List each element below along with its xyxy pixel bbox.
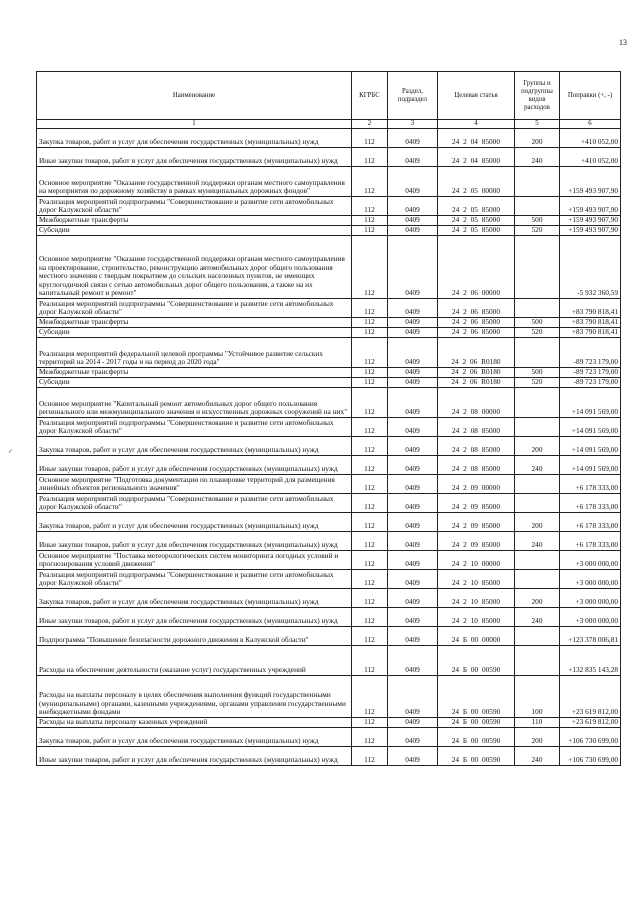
cell-expense-type [515,338,560,368]
table-row [37,532,621,551]
table-row [37,728,621,747]
cell-razdel: 0409 [388,570,438,589]
cell-name: Расходы на выплаты персоналу казенных учреждений [37,718,352,728]
cell-amount: +83 790 818,41 [560,299,621,318]
cell-expense-type [515,197,560,216]
cell-amount: +132 835 143,28 [560,646,621,676]
cell-amount: +159 493 907,90 [560,167,621,197]
cell-target-article: 24 2 08 85000 [438,456,515,475]
cell-amount: +14 091 569,00 [560,456,621,475]
cell-expense-type [515,236,560,299]
table-row [37,456,621,475]
cell-target-article: 24 2 06 R0180 [438,338,515,368]
cell-expense-type [515,570,560,589]
column-number-row [37,120,621,129]
cell-kgrbs: 112 [352,318,388,328]
cell-target-article: 24 Б 00 00000 [438,627,515,646]
cell-expense-type: 110 [515,718,560,728]
cell-target-article: 24 Б 00 00590 [438,676,515,718]
table-row [37,338,621,368]
cell-name: Иные закупки товаров, работ и услуг для обеспечения государственных (муниципальных) нужд [37,747,352,766]
table-row [37,378,621,388]
cell-amount: +410 052,00 [560,148,621,167]
cell-kgrbs: 112 [352,532,388,551]
table-row [37,167,621,197]
cell-razdel: 0409 [388,608,438,627]
cell-target-article: 24 2 09 85000 [438,513,515,532]
cell-amount: +14 091 569,00 [560,437,621,456]
cell-kgrbs: 112 [352,338,388,368]
table-row [37,216,621,226]
header-name: Наименование [37,72,352,120]
table-row [37,418,621,437]
cell-target-article: 24 Б 00 00590 [438,646,515,676]
cell-amount: +159 493 907,90 [560,216,621,226]
cell-razdel: 0409 [388,328,438,338]
cell-kgrbs: 112 [352,129,388,148]
header-amount: Поправки (+, -) [560,72,621,120]
cell-kgrbs: 112 [352,418,388,437]
cell-target-article: 24 2 06 85000 [438,299,515,318]
cell-amount: +3 000 000,00 [560,608,621,627]
cell-name: Межбюджетные трансферты [37,318,352,328]
cell-name: Основное мероприятие "Поставка метеорологических систем мониторинга погодных условий и прогнозирования условий движения" [37,551,352,570]
cell-target-article: 24 Б 00 00590 [438,728,515,747]
cell-expense-type [515,475,560,494]
cell-expense-type: 200 [515,129,560,148]
col-number: 2 [352,120,388,129]
cell-expense-type [515,167,560,197]
cell-kgrbs: 112 [352,378,388,388]
cell-name: Реализация мероприятий подпрограммы "Совершенствование и развитие сети автомобильных дорог Калужской области" [37,418,352,437]
table-row [37,475,621,494]
cell-razdel: 0409 [388,197,438,216]
cell-razdel: 0409 [388,627,438,646]
col-number: 5 [515,120,560,129]
cell-name: Расходы на обеспечение деятельности (оказание услуг) государственных учреждений [37,646,352,676]
cell-razdel: 0409 [388,167,438,197]
cell-name: Иные закупки товаров, работ и услуг для обеспечения государственных (муниципальных) нужд [37,608,352,627]
cell-name: Субсидии [37,328,352,338]
cell-razdel: 0409 [388,456,438,475]
cell-amount: +23 619 812,00 [560,718,621,728]
cell-expense-type [515,494,560,513]
cell-razdel: 0409 [388,418,438,437]
cell-expense-type [515,299,560,318]
cell-kgrbs: 112 [352,646,388,676]
cell-target-article: 24 2 09 85000 [438,494,515,513]
cell-razdel: 0409 [388,378,438,388]
cell-kgrbs: 112 [352,627,388,646]
cell-name: Основное мероприятие "Оказание государственной поддержки органам местного самоуправления на проектирование, строительство, реконструкцию автомобильных дорог общего пользования местного значения с твердым покрытием до сельских населенных пунктов, не имеющих круглогодичной связи с сетью автомобильных дорог общего пользования, а также на их капитальный ремонт и ремонт" [37,236,352,299]
cell-name: Реализация мероприятий подпрограммы "Совершенствование и развитие сети автомобильных дорог Калужской области" [37,197,352,216]
cell-razdel: 0409 [388,494,438,513]
cell-name: Реализация мероприятий подпрограммы "Совершенствование и развитие сети автомобильных дорог Калужской области" [37,570,352,589]
cell-kgrbs: 112 [352,475,388,494]
table-row [37,646,621,676]
cell-amount: +106 730 699,00 [560,747,621,766]
cell-razdel: 0409 [388,551,438,570]
cell-target-article: 24 Б 00 00590 [438,747,515,766]
cell-razdel: 0409 [388,513,438,532]
cell-expense-type: 520 [515,226,560,236]
table-row [37,318,621,328]
cell-kgrbs: 112 [352,216,388,226]
cell-razdel: 0409 [388,475,438,494]
header-vid: Группы и подгруппы видов расходов [515,72,560,120]
cell-amount: +3 000 000,00 [560,570,621,589]
table-row [37,437,621,456]
cell-target-article: 24 2 08 85000 [438,418,515,437]
cell-kgrbs: 112 [352,226,388,236]
cell-razdel: 0409 [388,226,438,236]
cell-expense-type: 200 [515,437,560,456]
cell-amount: -89 723 179,00 [560,378,621,388]
cell-expense-type: 520 [515,328,560,338]
col-number: 1 [37,120,352,129]
cell-kgrbs: 112 [352,570,388,589]
table-row [37,148,621,167]
cell-expense-type [515,418,560,437]
table-row [37,299,621,318]
cell-target-article: 24 2 08 85000 [438,437,515,456]
cell-kgrbs: 112 [352,368,388,378]
cell-name: Основное мероприятие "Капитальный ремонт автомобильных дорог общего пользования регионального или межмуниципального значения и искусственных дорожных сооружений на них" [37,388,352,418]
cell-kgrbs: 112 [352,437,388,456]
cell-expense-type: 500 [515,368,560,378]
cell-kgrbs: 112 [352,299,388,318]
table-row [37,197,621,216]
header-razdel: Раздел, подраздел [388,72,438,120]
cell-kgrbs: 112 [352,589,388,608]
cell-expense-type: 500 [515,318,560,328]
header-cel: Целевая статья [438,72,515,120]
cell-razdel: 0409 [388,299,438,318]
cell-target-article: 24 2 10 85000 [438,608,515,627]
cell-amount: +14 091 569,00 [560,418,621,437]
cell-kgrbs: 112 [352,328,388,338]
cell-target-article: 24 2 08 00000 [438,388,515,418]
cell-razdel: 0409 [388,437,438,456]
cell-amount: +159 493 907,90 [560,226,621,236]
cell-name: Иные закупки товаров, работ и услуг для обеспечения государственных (муниципальных) нужд [37,456,352,475]
table-row [37,388,621,418]
cell-name: Основное мероприятие "Подготовка документации по планировке территорий для размещения линейных объектов регионального значения" [37,475,352,494]
cell-expense-type: 100 [515,676,560,718]
header-kgrbs: КГРБС [352,72,388,120]
cell-expense-type: 240 [515,456,560,475]
table-row [37,226,621,236]
cell-razdel: 0409 [388,728,438,747]
scan-speck: ✓ [8,449,14,455]
cell-name: Реализация мероприятий подпрограммы "Совершенствование и развитие сети автомобильных дорог Калужской области" [37,299,352,318]
cell-kgrbs: 112 [352,388,388,418]
cell-razdel: 0409 [388,216,438,226]
cell-kgrbs: 112 [352,494,388,513]
cell-amount: +6 178 333,00 [560,494,621,513]
cell-expense-type: 200 [515,589,560,608]
table-row [37,494,621,513]
cell-kgrbs: 112 [352,728,388,747]
cell-target-article: 24 2 05 85000 [438,197,515,216]
cell-razdel: 0409 [388,589,438,608]
cell-expense-type [515,646,560,676]
cell-target-article: 24 Б 00 00590 [438,718,515,728]
cell-razdel: 0409 [388,368,438,378]
cell-name: Закупка товаров, работ и услуг для обеспечения государственных (муниципальных) нужд [37,129,352,148]
cell-name: Закупка товаров, работ и услуг для обеспечения государственных (муниципальных) нужд [37,728,352,747]
table-row [37,551,621,570]
cell-expense-type: 240 [515,532,560,551]
cell-expense-type: 200 [515,513,560,532]
col-number: 4 [438,120,515,129]
cell-expense-type: 520 [515,378,560,388]
cell-amount: +6 178 333,00 [560,532,621,551]
table-row [37,368,621,378]
cell-kgrbs: 112 [352,167,388,197]
cell-target-article: 24 2 10 00000 [438,551,515,570]
cell-razdel: 0409 [388,747,438,766]
cell-target-article: 24 2 05 85000 [438,226,515,236]
cell-razdel: 0409 [388,532,438,551]
table-row [37,513,621,532]
cell-kgrbs: 112 [352,608,388,627]
cell-kgrbs: 112 [352,197,388,216]
cell-target-article: 24 2 05 85000 [438,216,515,226]
cell-name: Закупка товаров, работ и услуг для обеспечения государственных (муниципальных) нужд [37,513,352,532]
cell-target-article: 24 2 10 85000 [438,589,515,608]
cell-razdel: 0409 [388,236,438,299]
cell-razdel: 0409 [388,318,438,328]
cell-amount: +106 730 699,00 [560,728,621,747]
cell-razdel: 0409 [388,388,438,418]
cell-amount: +3 000 000,00 [560,551,621,570]
budget-table [36,71,621,766]
table-row [37,236,621,299]
cell-name: Иные закупки товаров, работ и услуг для обеспечения государственных (муниципальных) нужд [37,148,352,167]
cell-amount: +159 493 907,90 [560,197,621,216]
cell-target-article: 24 2 06 85000 [438,318,515,328]
cell-name: Основное мероприятие "Оказание государственной поддержки органам местного самоуправления на мероприятия по дорожному хозяйству в рамках муниципальных дорожных фондов" [37,167,352,197]
cell-amount: +410 052,00 [560,129,621,148]
table-row [37,589,621,608]
cell-amount: +6 178 333,00 [560,513,621,532]
cell-name: Расходы на выплаты персоналу в целях обеспечения выполнения функций государственными (муниципальными) органами, казенными учреждениями, органами управления государственными внебюджетными фондами [37,676,352,718]
cell-expense-type [515,551,560,570]
cell-kgrbs: 112 [352,747,388,766]
table-row [37,129,621,148]
cell-target-article: 24 2 04 85000 [438,129,515,148]
cell-razdel: 0409 [388,148,438,167]
cell-name: Реализация мероприятий федеральной целевой программы "Устойчивое развитие сельских территорий на 2014 - 2017 годы и на период до 2020 года" [37,338,352,368]
cell-name: Субсидии [37,378,352,388]
cell-name: Закупка товаров, работ и услуг для обеспечения государственных (муниципальных) нужд [37,589,352,608]
cell-name: Межбюджетные трансферты [37,216,352,226]
cell-target-article: 24 2 05 00000 [438,167,515,197]
cell-expense-type [515,388,560,418]
table-row [37,676,621,718]
cell-target-article: 24 2 10 85000 [438,570,515,589]
table-header [37,72,621,129]
cell-target-article: 24 2 06 00000 [438,236,515,299]
cell-kgrbs: 112 [352,676,388,718]
cell-target-article: 24 2 06 R0180 [438,378,515,388]
cell-amount: +23 619 812,00 [560,676,621,718]
table-row [37,627,621,646]
cell-target-article: 24 2 09 85000 [438,532,515,551]
table-row [37,608,621,627]
cell-amount: +14 091 569,00 [560,388,621,418]
cell-name: Реализация мероприятий подпрограммы "Совершенствование и развитие сети автомобильных дорог Калужской области" [37,494,352,513]
col-number: 3 [388,120,438,129]
cell-kgrbs: 112 [352,456,388,475]
cell-kgrbs: 112 [352,718,388,728]
cell-razdel: 0409 [388,676,438,718]
cell-name: Межбюджетные трансферты [37,368,352,378]
cell-kgrbs: 112 [352,551,388,570]
table-row [37,570,621,589]
page-number: 13 [619,38,627,47]
cell-target-article: 24 2 06 85000 [438,328,515,338]
cell-name: Закупка товаров, работ и услуг для обеспечения государственных (муниципальных) нужд [37,437,352,456]
cell-expense-type: 240 [515,747,560,766]
cell-target-article: 24 2 06 R0180 [438,368,515,378]
cell-amount: +83 790 818,41 [560,328,621,338]
table-row [37,718,621,728]
cell-amount: -89 723 179,00 [560,338,621,368]
cell-name: Субсидии [37,226,352,236]
cell-razdel: 0409 [388,646,438,676]
table-body [37,129,621,766]
cell-razdel: 0409 [388,718,438,728]
table-row [37,747,621,766]
cell-target-article: 24 2 04 85000 [438,148,515,167]
cell-kgrbs: 112 [352,236,388,299]
cell-expense-type: 240 [515,608,560,627]
cell-amount: +3 000 000,00 [560,589,621,608]
cell-amount: +6 178 333,00 [560,475,621,494]
cell-amount: +123 378 006,81 [560,627,621,646]
cell-expense-type: 240 [515,148,560,167]
cell-amount: +83 790 818,41 [560,318,621,328]
cell-expense-type: 200 [515,728,560,747]
cell-target-article: 24 2 09 00000 [438,475,515,494]
cell-kgrbs: 112 [352,148,388,167]
cell-name: Подпрограмма "Повышение безопасности дорожного движения в Калужской области" [37,627,352,646]
cell-razdel: 0409 [388,338,438,368]
cell-name: Иные закупки товаров, работ и услуг для обеспечения государственных (муниципальных) нужд [37,532,352,551]
cell-expense-type [515,627,560,646]
table-row [37,328,621,338]
cell-kgrbs: 112 [352,513,388,532]
cell-razdel: 0409 [388,129,438,148]
col-number: 6 [560,120,621,129]
cell-amount: -89 723 179,00 [560,368,621,378]
cell-amount: -5 932 360,59 [560,236,621,299]
cell-expense-type: 500 [515,216,560,226]
